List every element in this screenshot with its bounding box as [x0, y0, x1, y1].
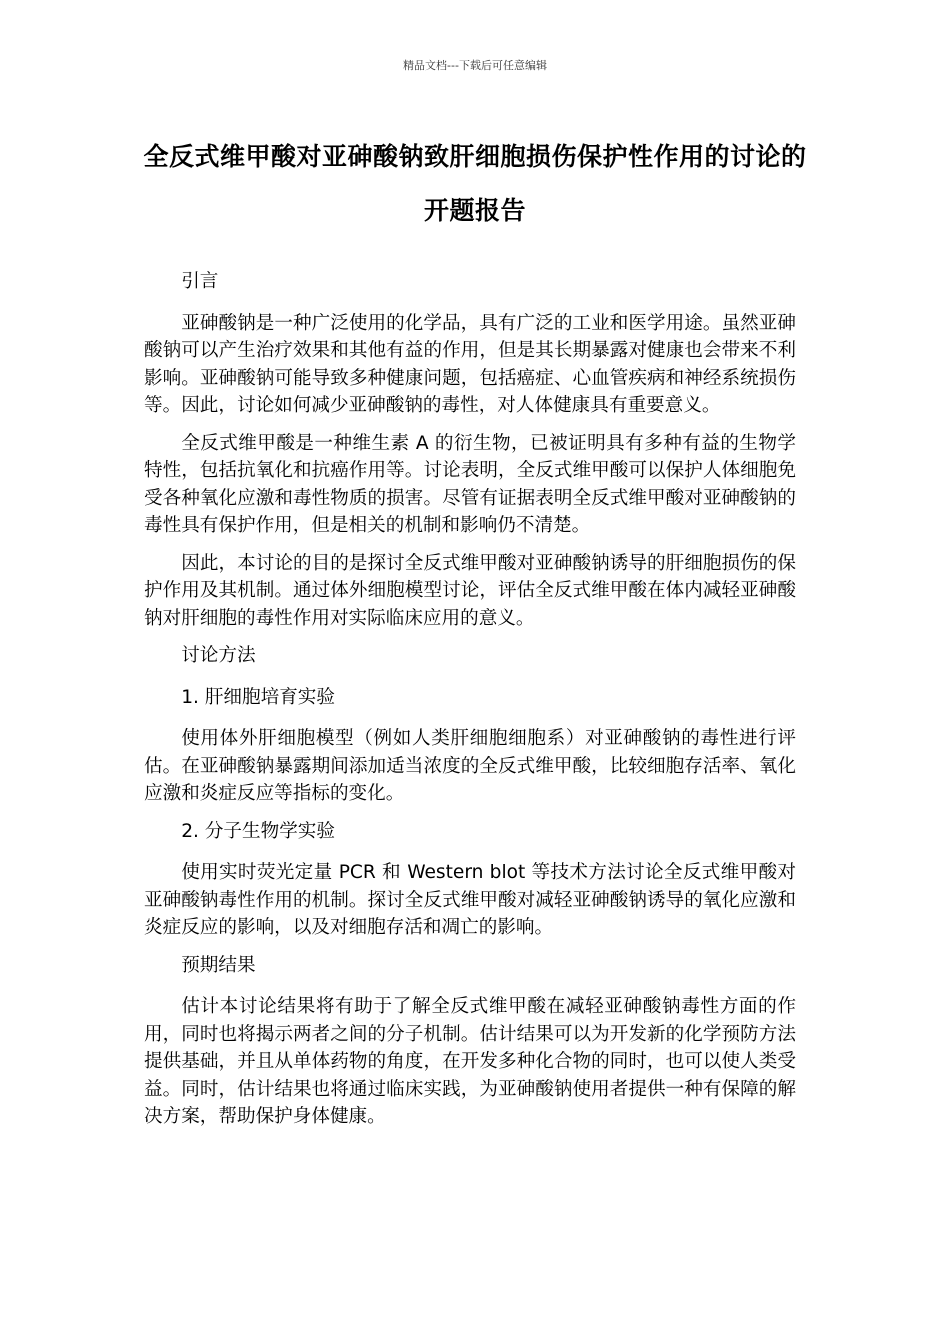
method-2-heading: 2. 分子生物学实验 [181, 820, 335, 842]
paragraph-method-2: 使用实时荧光定量 PCR 和 Western blot 等技术方法讨论全反式维甲酸对亚砷酸钠毒性作用的机制。探讨全反式维甲酸对减轻亚砷酸钠诱导的氧化应激和炎症反应的影响，以及对细胞存活和凋亡的影响。 [144, 862, 796, 938]
section-heading-results: 预期结果 [181, 954, 256, 976]
header-note: 精品文档---下载后可任意编辑 [403, 59, 547, 72]
paragraph-intro-3: 因此，本讨论的目的是探讨全反式维甲酸对亚砷酸钠诱导的肝细胞损伤的保护作用及其机制。通过体外细胞模型讨论，评估全反式维甲酸在体内减轻亚砷酸钠对肝细胞的毒性作用对实际临床应用的意义。 [144, 552, 796, 629]
paragraph-intro-2: 全反式维甲酸是一种维生素 A 的衍生物，已被证明具有多种有益的生物学特性，包括抗氧化和抗癌作用等。讨论表明，全反式维甲酸可以保护人体细胞免受各种氧化应激和毒性物质的损害。尽管有证据表明全反式维甲酸对亚砷酸钠的毒性具有保护作用，但是相关的机制和影响仍不清楚。 [144, 432, 796, 536]
paragraph-results: 估计本讨论结果将有助于了解全反式维甲酸在减轻亚砷酸钠毒性方面的作用，同时也将揭示两者之间的分子机制。估计结果可以为开发新的化学预防方法提供基础，并且从单体药物的角度，在开发多种化合物的同时，也可以使人类受益。同时，估计结果也将通过临床实践，为亚砷酸钠使用者提供一种有保障的解决方案，帮助保护身体健康。 [144, 996, 796, 1127]
paragraph-method-1: 使用体外肝细胞模型（例如人类肝细胞细胞系）对亚砷酸钠的毒性进行评估。在亚砷酸钠暴露期间添加适当浓度的全反式维甲酸，比较细胞存活率、氧化应激和炎症反应等指标的变化。 [144, 728, 796, 804]
section-heading-methods: 讨论方法 [181, 645, 256, 666]
section-heading-intro: 引言 [181, 271, 219, 292]
method-1-heading: 1. 肝细胞培育实验 [181, 686, 335, 708]
document-body [144, 268, 796, 1141]
paragraph-intro-1: 亚砷酸钠是一种广泛使用的化学品，具有广泛的工业和医学用途。虽然亚砷酸钠可以产生治疗效果和其他有益的作用，但是其长期暴露对健康也会带来不利影响。亚砷酸钠可能导致多种健康问题，包括癌症、心血管疾病和神经系统损伤等。因此，讨论如何减少亚砷酸钠的毒性，对人体健康具有重要意义。 [144, 312, 796, 416]
document-title: 全反式维甲酸对亚砷酸钠致肝细胞损伤保护性作用的讨论的开题报告 [143, 142, 807, 225]
